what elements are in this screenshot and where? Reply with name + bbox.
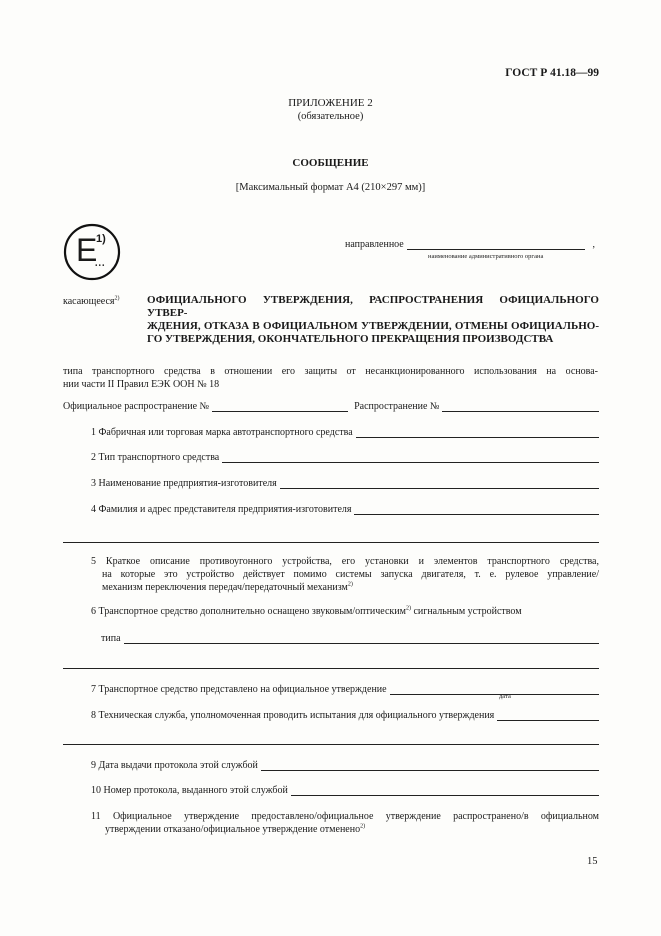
item-11-line-1: 11 Официальное утверждение предоставлено/официальное утверждение распространено/в официальном [91,811,599,822]
item-6-type-field[interactable] [124,632,599,644]
item-8-label: 8 Техническая служба, уполномоченная проводить испытания для официального утверждения [91,710,495,721]
item-3-label: 3 Наименование предприятия-изготовителя [91,478,277,489]
format-note: [Максимальный формат А4 (210×297 мм)] [235,182,426,193]
item-9-label: 9 Дата выдачи протокола этой службой [91,760,258,771]
item-1-label: 1 Фабричная или торговая марка автотранспортного средства [91,427,353,438]
item-5-line-1: 5 Краткое описание противоугонного устройства, его установки и элементов транспортного средства, [91,556,599,567]
item-4 [91,503,599,515]
item-6-line-1 [91,606,599,617]
item-5-note: 2) [347,581,353,588]
appendix-title: ПРИЛОЖЕНИЕ 2 [288,97,373,109]
concerning-line-2: ЖДЕНИЯ, ОТКАЗА В ОФИЦИАЛЬНОМ УТВЕРЖДЕНИИ, ОТМЕНЫ ОФИЦИАЛЬНО- [147,320,599,332]
sender-caption: наименование административного органа [428,253,544,260]
item-11-note: 2) [360,823,366,830]
item-11-line-2-wrap [91,823,599,836]
item-2-field[interactable] [222,451,599,463]
item-3-field[interactable] [280,477,599,489]
item-10 [91,784,599,796]
item-10-field[interactable] [291,784,599,796]
item-3 [91,477,599,489]
official-approval-field[interactable] [212,400,348,412]
concerning-line-1: ОФИЦИАЛЬНОГО УТВЕРЖДЕНИЯ, РАСПРОСТРАНЕНИЯ ОФИЦИАЛЬНОГО УТВЕР- [147,294,599,319]
item-4-extra-line[interactable] [63,542,599,543]
item-7-field[interactable] [390,683,599,695]
item-2 [91,451,599,463]
item-5-line-3-wrap [91,581,599,594]
concerning-heading [147,294,599,346]
standard-code: ГОСТ Р 41.18—99 [505,67,599,79]
concerning-note: 2) [114,295,120,302]
approval-mark-e [62,222,122,282]
item-7 [91,683,599,695]
concerning-label: касающееся [63,296,115,307]
item-4-label: 4 Фамилия и адрес представителя предприятия-изготовителя [91,504,352,515]
item-11-line-2: утверждении отказано/официальное утверждение отменено [105,824,361,835]
item-2-label: 2 Тип транспортного средства [91,452,220,463]
mark-note: 1) [96,233,106,245]
item-10-label: 10 Номер протокола, выданного этой службой [91,785,288,796]
item-1 [91,426,599,438]
extension-field[interactable] [442,400,599,412]
concerning-line-3: ГО УТВЕРЖДЕНИЯ, ОКОНЧАТЕЛЬНОГО ПРЕКРАЩЕНИЯ ПРОИЗВОДСТВА [147,333,554,345]
item-6-type-label: типа [101,633,121,644]
official-approval-label: Официальное распространение № [63,401,210,412]
sender-label: направленное [345,239,404,250]
page-number: 15 [587,856,598,867]
item-5-line-2: на которые это устройство действует помимо системы запуска двигателя, т. е. рулевое управление/ [102,569,599,580]
item-7-caption: дата [499,693,511,700]
sender-row [345,238,595,250]
item-8-extra-line[interactable] [63,744,599,745]
sender-end: , [592,239,595,250]
item-6-note: 2) [405,605,411,612]
item-7-label: 7 Транспортное средство представлено на официальное утверждение [91,684,387,695]
message-title: СООБЩЕНИЕ [292,157,369,169]
item-9 [91,759,599,771]
vehicle-type-text [63,365,598,391]
extension-label: Распространение № [354,401,440,412]
item-6-text-a: 6 Транспортное средство дополнительно оснащено звуковым/оптическим [91,606,406,617]
item-8-field[interactable] [497,709,599,721]
vehicle-type-line-1: типа транспортного средства в отношении его защиты от несанкционированного использования на основа- [63,366,598,377]
item-5-line-3: механизм переключения передач/передаточный механизм [102,582,348,593]
item-8 [91,709,599,721]
item-11 [91,810,599,836]
item-6-type-row [101,632,599,644]
item-5 [91,555,599,594]
mark-dots: ... [95,258,106,269]
item-6-extra-line[interactable] [63,668,599,669]
item-4-field[interactable] [354,503,599,515]
item-9-field[interactable] [261,759,599,771]
sender-field[interactable] [407,238,585,250]
item-6-text-b: сигнальным устройством [410,606,522,617]
item-1-field[interactable] [356,426,599,438]
appendix-status: (обязательное) [297,111,364,122]
concerning-label-wrap [63,296,119,307]
approval-row [63,400,599,412]
vehicle-type-line-2: нии части II Правил ЕЭК ООН № 18 [63,379,220,390]
mark-letter: E [76,232,98,268]
